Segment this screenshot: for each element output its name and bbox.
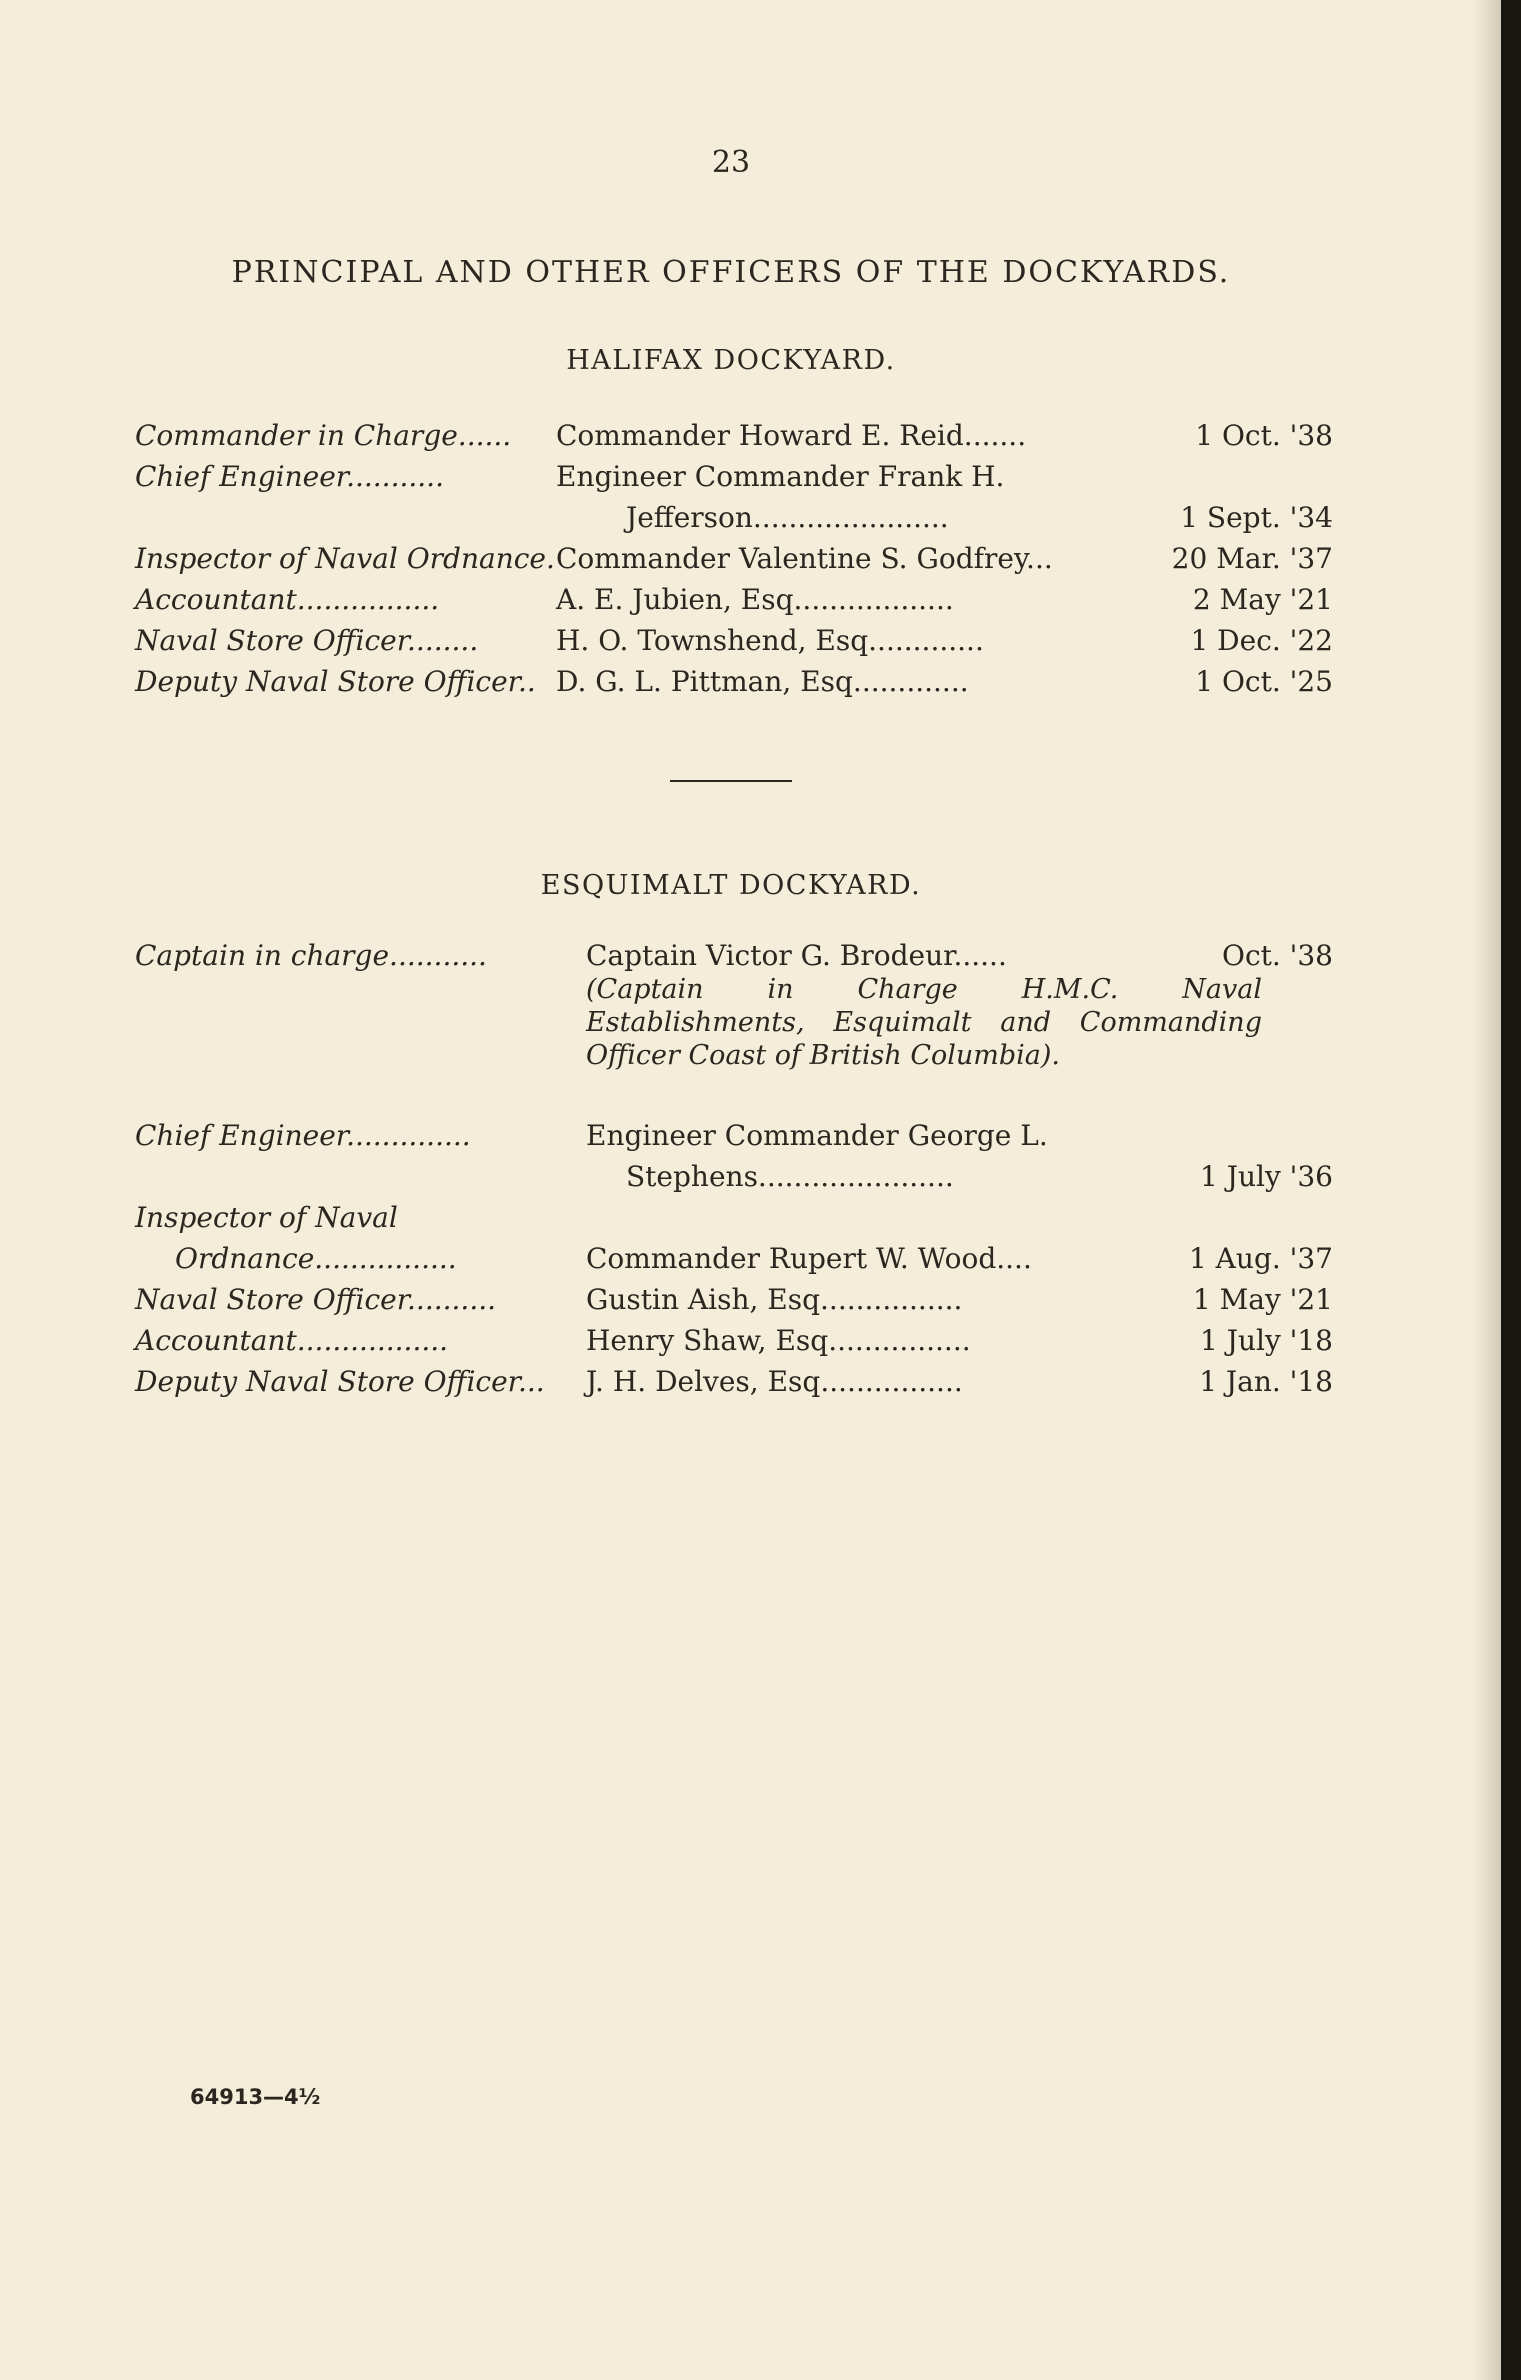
entry-name: Gustin Aish, Esq................ — [586, 1283, 963, 1316]
page-title: PRINCIPAL AND OTHER OFFICERS OF THE DOCKYARDS. — [231, 255, 1231, 290]
entry-role: Naval Store Officer........ — [135, 624, 479, 657]
section-divider — [670, 780, 792, 782]
entry-role: Chief Engineer.............. — [135, 1119, 471, 1152]
halifax-entry — [135, 661, 1335, 702]
halifax-entry — [135, 579, 1335, 620]
entry-role: Accountant................. — [135, 1324, 449, 1357]
page-edge — [1501, 0, 1521, 2380]
esquimalt-entry — [135, 935, 1335, 1115]
entry-name: D. G. L. Pittman, Esq............. — [556, 665, 969, 698]
entry-note: (Captain in Charge H.M.C. Naval Establishments, Esquimalt and Commanding Officer Coast of British Columbia). — [586, 974, 1262, 1071]
entry-name: J. H. Delves, Esq................ — [586, 1365, 963, 1398]
entry-role: Inspector of Naval — [135, 1201, 398, 1234]
esquimalt-entry — [135, 1320, 1335, 1361]
entry-date: 1 July '36 — [1200, 1160, 1333, 1193]
entry-name: Henry Shaw, Esq................ — [586, 1324, 971, 1357]
entry-role: Inspector of Naval Ordnance. — [135, 542, 555, 575]
entry-name: H. O. Townshend, Esq............. — [556, 624, 984, 657]
entry-role: Naval Store Officer.......... — [135, 1283, 497, 1316]
page-shade — [1473, 0, 1501, 2380]
print-code: 64913—4½ — [190, 2085, 321, 2109]
entry-name: Engineer Commander Frank H. — [556, 460, 1005, 493]
esquimalt-entry — [135, 1361, 1335, 1402]
entry-role: Chief Engineer........... — [135, 460, 444, 493]
entry-name: A. E. Jubien, Esq.................. — [556, 583, 954, 616]
entry-role: Accountant................ — [135, 583, 440, 616]
esquimalt-entry — [135, 1197, 1335, 1279]
halifax-entry — [135, 415, 1335, 456]
entry-date: 1 Sept. '34 — [1180, 501, 1333, 534]
entry-date: 1 May '21 — [1192, 1283, 1333, 1316]
halifax-entries — [135, 415, 1335, 702]
entry-date: 1 Oct. '38 — [1195, 419, 1333, 452]
entry-role-continued: Ordnance................ — [175, 1242, 457, 1275]
entry-date: 1 Aug. '37 — [1188, 1242, 1333, 1275]
halifax-entry — [135, 538, 1335, 579]
esquimalt-entry — [135, 1279, 1335, 1320]
entry-name-continued: Stephens...................... — [626, 1160, 954, 1193]
entry-name-continued: Jefferson...................... — [626, 501, 949, 534]
entry-date: 1 July '18 — [1200, 1324, 1333, 1357]
entry-role: Captain in charge........... — [135, 939, 487, 972]
entry-name: Engineer Commander George L. — [586, 1119, 1048, 1152]
esquimalt-heading: ESQUIMALT DOCKYARD. — [540, 870, 922, 901]
entry-role: Commander in Charge...... — [135, 419, 512, 452]
entry-name: Commander Valentine S. Godfrey... — [556, 542, 1053, 575]
entry-date: 20 Mar. '37 — [1171, 542, 1333, 575]
entry-name: Captain Victor G. Brodeur...... — [586, 939, 1007, 972]
entry-date: 1 Dec. '22 — [1190, 624, 1333, 657]
entry-date: 1 Jan. '18 — [1199, 1365, 1333, 1398]
esquimalt-entry — [135, 1115, 1335, 1197]
entry-role: Deputy Naval Store Officer.. — [135, 665, 536, 698]
entry-name: Commander Howard E. Reid....... — [556, 419, 1027, 452]
entry-date: Oct. '38 — [1221, 939, 1333, 972]
page-number: 23 — [711, 145, 751, 180]
entry-role: Deputy Naval Store Officer... — [135, 1365, 545, 1398]
halifax-heading: HALIFAX DOCKYARD. — [566, 345, 896, 376]
entry-name: Commander Rupert W. Wood.... — [586, 1242, 1032, 1275]
esquimalt-entries — [135, 935, 1335, 1402]
halifax-entry — [135, 456, 1335, 538]
entry-date: 1 Oct. '25 — [1195, 665, 1333, 698]
entry-date: 2 May '21 — [1192, 583, 1333, 616]
halifax-entry — [135, 620, 1335, 661]
